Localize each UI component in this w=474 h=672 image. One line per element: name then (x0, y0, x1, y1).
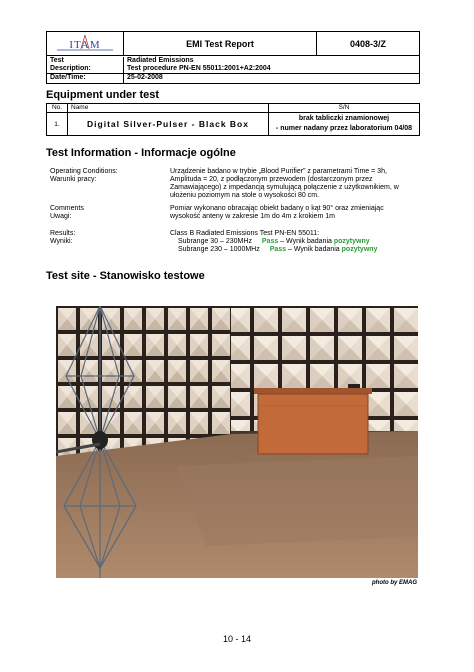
subrange-2-result: Subrange 230 – 1000MHz Pass – Wynik badania pozytywny (178, 246, 378, 253)
equipment-name: Digital Silver-Pulser - Black Box (68, 113, 269, 135)
equipment-table (46, 103, 420, 136)
date-value: 25-02-2008 (127, 74, 163, 81)
comments-value: Pomiar wykonano obracając obiekt badany o kąt 90° oraz zmieniając wysokość anteny w zakresie 1m do 4m z krokiem 1m (170, 205, 384, 220)
test-site-photo (56, 306, 418, 578)
test-info-heading: Test Information - Informacje ogólne (46, 147, 236, 159)
col-header-no: No. (47, 104, 68, 112)
test-description-label: Test Description: (47, 57, 124, 73)
report-number: 0408-3/Z (349, 38, 387, 49)
results-value: Class B Radiated Emissions Test PN-EN 55011: Subrange 30 – 230MHz Pass – Wynik badania pozytywny Subrange 230 – 1000MHz Pass – Wynik badania pozytywny (170, 230, 422, 254)
results-label: Results: Wyniki: (50, 230, 76, 245)
table-row (47, 113, 419, 135)
subrange-1-result: Subrange 30 – 230MHz Pass – Wynik badania pozytywny (178, 238, 370, 245)
report-title: EMI Test Report (124, 32, 317, 55)
col-header-name: Name (68, 104, 269, 112)
equipment-sn: brak tabliczki znamionowej - numer nadany przez laboratorium 04/08 (275, 115, 413, 132)
test-site-heading: Test site - Stanowisko testowe (46, 270, 205, 282)
logo-text: ITAM (69, 38, 101, 51)
report-header-table (46, 31, 420, 84)
equipment-no: 1. (47, 113, 68, 135)
date-label: Date/Time: (47, 74, 124, 83)
itam-logo (47, 32, 124, 55)
col-header-sn: S/N (338, 104, 350, 111)
page-number: 10 - 14 (222, 634, 252, 644)
test-description-value: Radiated Emissions Test procedure PN-EN 55011:2001+A2:2004 (127, 57, 271, 72)
operating-conditions-value: Urządzenie badano w trybie „Blood Purifier” z parametrami Time = 3h, Amplituda = 20, z podłączonym przewodem (dostarczonym przez Zamawiającego) z impedancją symulującą połączenie z użytkownikiem, w ułożeniu poziomym na stole o wysokości 80 cm. (170, 168, 399, 199)
operating-conditions-label: Operating Conditions: Warunki pracy: (50, 168, 118, 183)
photo-credit: photo by EMAG (372, 580, 417, 586)
equipment-heading: Equipment under test (46, 89, 160, 101)
comments-label: Comments Uwagi: (50, 205, 84, 220)
